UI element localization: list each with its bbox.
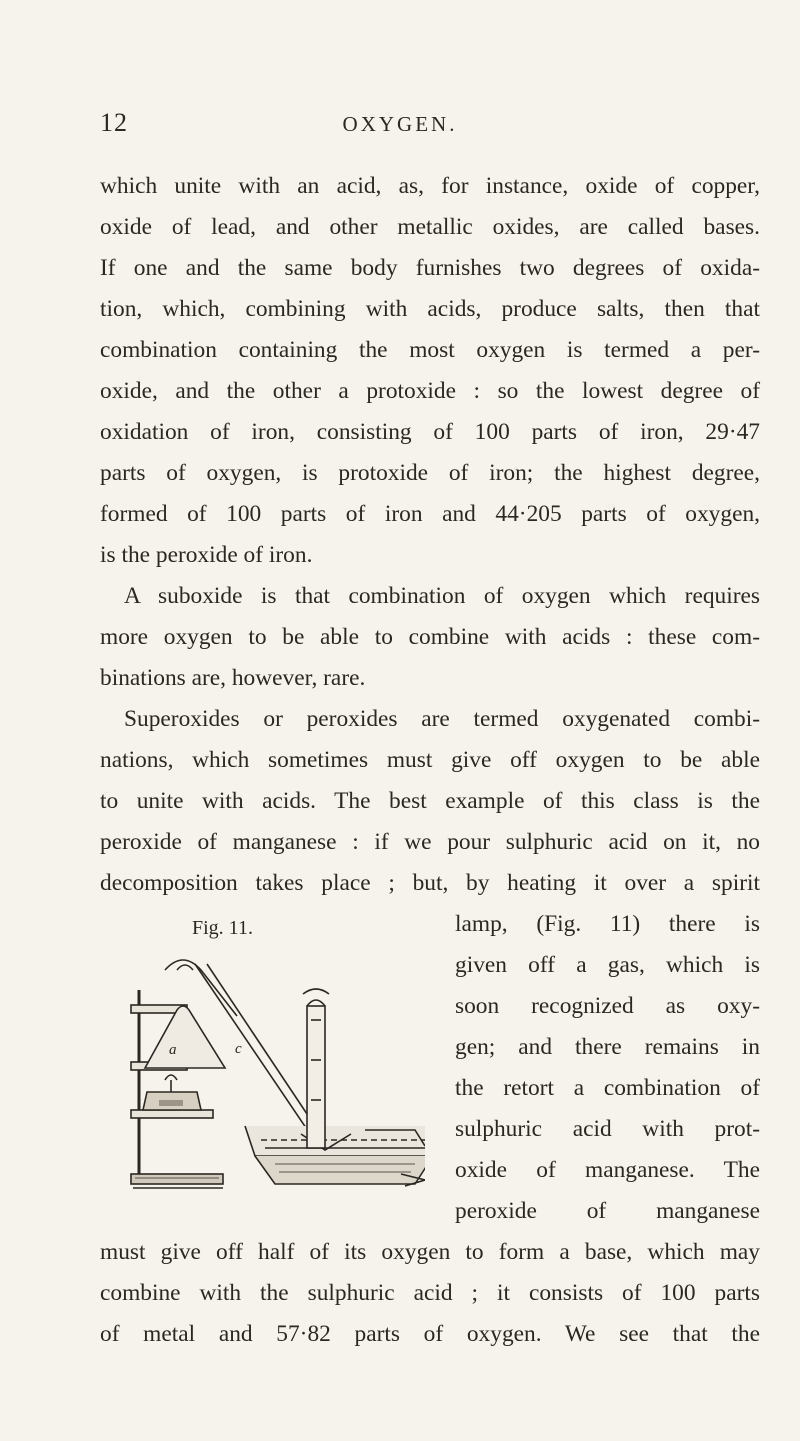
text-line: more oxygen to be able to combine with acids : these com- [100, 624, 760, 650]
text-line: combination containing the most oxygen is termed a per- [100, 337, 760, 363]
figure-caption: Fig. 11. [192, 917, 253, 939]
text-line: to unite with acids. The best example of this class is the [100, 788, 760, 814]
text-line: tion, which, combining with acids, produce salts, then that [100, 296, 760, 322]
body-text [100, 166, 760, 1355]
text-line: combine with the sulphuric acid ; it consists of 100 parts [100, 1280, 760, 1306]
page-header [0, 108, 800, 148]
text-line: of metal and 57·82 parts of oxygen. We see that the [100, 1321, 760, 1347]
text-line: soon recognized as oxy- [455, 993, 760, 1019]
text-line: sulphuric acid with prot- [455, 1116, 760, 1142]
figure-wrap-row [100, 904, 760, 1232]
text-line: gen; and there remains in [455, 1034, 760, 1060]
text-line: oxidation of iron, consisting of 100 parts of iron, 29·47 [100, 419, 760, 445]
text-line: parts of oxygen, is protoxide of iron; the highest degree, [100, 460, 760, 486]
text-line: peroxide of manganese : if we pour sulphuric acid on it, no [100, 829, 760, 855]
page-number: 12 [100, 108, 128, 137]
text-line: If one and the same body furnishes two degrees of oxida- [100, 255, 760, 281]
text-line: which unite with an acid, as, for instance, oxide of copper, [100, 173, 760, 199]
text-line: lamp, (Fig. 11) there is [455, 911, 760, 937]
figure-11 [100, 904, 455, 1232]
text-line: is the peroxide of iron. [100, 542, 313, 568]
retort-apparatus-illustration [125, 950, 425, 1194]
text-line: oxide of manganese. The [455, 1157, 760, 1183]
text-line: binations are, however, rare. [100, 665, 366, 691]
text-line: nations, which sometimes must give off oxygen to be able [100, 747, 760, 773]
label-c: c [235, 1041, 242, 1057]
text-line: formed of 100 parts of iron and 44·205 parts of oxygen, [100, 501, 760, 527]
text-line: the retort a combination of [455, 1075, 760, 1101]
text-line: oxide of lead, and other metallic oxides, are called bases. [100, 214, 760, 240]
text-line: given off a gas, which is [455, 952, 760, 978]
text-line: must give off half of its oxygen to form a base, which may [100, 1239, 760, 1265]
text-line: peroxide of manganese [455, 1198, 760, 1224]
text-line: Superoxides or peroxides are termed oxygenated combi- [124, 706, 760, 732]
label-a: a [169, 1042, 177, 1058]
text-line: decomposition takes place ; but, by heating it over a spirit [100, 870, 760, 896]
running-head: OXYGEN. [342, 112, 458, 136]
wrapped-text-column [455, 904, 760, 1232]
text-line: A suboxide is that combination of oxygen which requires [124, 583, 760, 609]
text-line: oxide, and the other a protoxide : so the lowest degree of [100, 378, 760, 404]
